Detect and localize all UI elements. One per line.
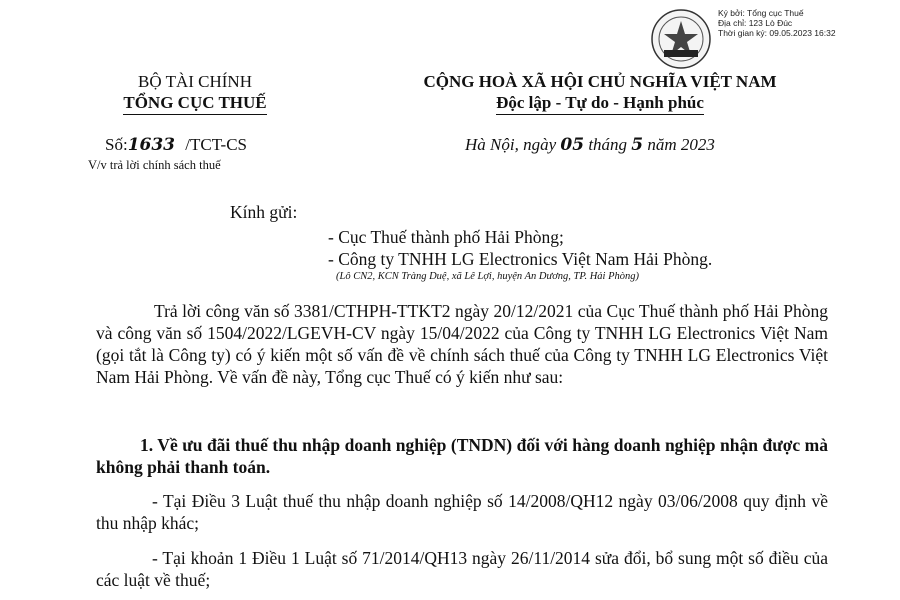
- department-name: TỔNG CỤC THUẾ: [60, 93, 330, 115]
- bullet-2: - Tại khoản 1 Điều 1 Luật số 71/2014/QH13 ngày 26/11/2014 sửa đổi, bổ sung một số điều của các luật về thuế;: [96, 548, 828, 590]
- date-month-handwritten: 5: [631, 135, 644, 155]
- signature-address: Địa chỉ: 123 Lò Đúc: [718, 18, 793, 28]
- number-handwritten: 1633: [127, 135, 176, 155]
- signature-signer: Ký bởi: Tổng cục Thuế: [718, 8, 804, 18]
- ministry-name: BỘ TÀI CHÍNH: [138, 72, 252, 91]
- number-prefix: Số:: [105, 135, 128, 154]
- emblem-seal-icon: [650, 8, 712, 70]
- recipient-1: - Cục Thuế thành phố Hải Phòng;: [328, 227, 564, 247]
- intro-paragraph: Trả lời công văn số 3381/CTHPH-TTKT2 ngày 20/12/2021 của Cục Thuế thành phố Hải Phòng và công văn số 1504/2022/LGEVH-CV ngày 15/04/2022 của Công ty TNHH LG Electronics Việt Nam (gọi tắt là Công ty) có ý kiến một số vấn đề về chính sách thuế của Công ty TNHH LG Electronics Việt Nam Hải Phòng. Về vấn đề này, Tổng cục Thuế có ý kiến như sau:: [96, 301, 828, 387]
- document-date: Hà Nội, ngày 05 tháng 5 năm 2023: [465, 135, 715, 155]
- number-suffix: /TCT-CS: [185, 135, 247, 154]
- national-motto: Độc lập - Tự do - Hạnh phúc: [360, 93, 840, 115]
- digital-signature-block: [718, 8, 896, 38]
- document-subject: V/v trả lời chính sách thuế: [88, 158, 221, 172]
- date-day-handwritten: 05: [560, 135, 585, 155]
- signature-time: Thời gian ký: 09.05.2023 16:32: [718, 28, 836, 38]
- recipient-address: (Lô CN2, KCN Tràng Duệ, xã Lê Lợi, huyện An Dương, TP. Hải Phòng): [336, 271, 639, 282]
- greeting: Kính gửi:: [230, 202, 298, 222]
- country-name: CỘNG HOÀ XÃ HỘI CHỦ NGHĨA VIỆT NAM: [423, 72, 777, 91]
- bullet-1: - Tại Điều 3 Luật thuế thu nhập doanh nghiệp số 14/2008/QH12 ngày 03/06/2008 quy định về thu nhập khác;: [96, 491, 828, 533]
- document-number: [105, 135, 247, 155]
- section-1-heading: 1. Về ưu đãi thuế thu nhập doanh nghiệp (TNDN) đối với hàng doanh nghiệp nhận được mà không phải thanh toán.: [96, 435, 828, 477]
- recipient-2: - Công ty TNHH LG Electronics Việt Nam Hải Phòng.: [328, 249, 713, 269]
